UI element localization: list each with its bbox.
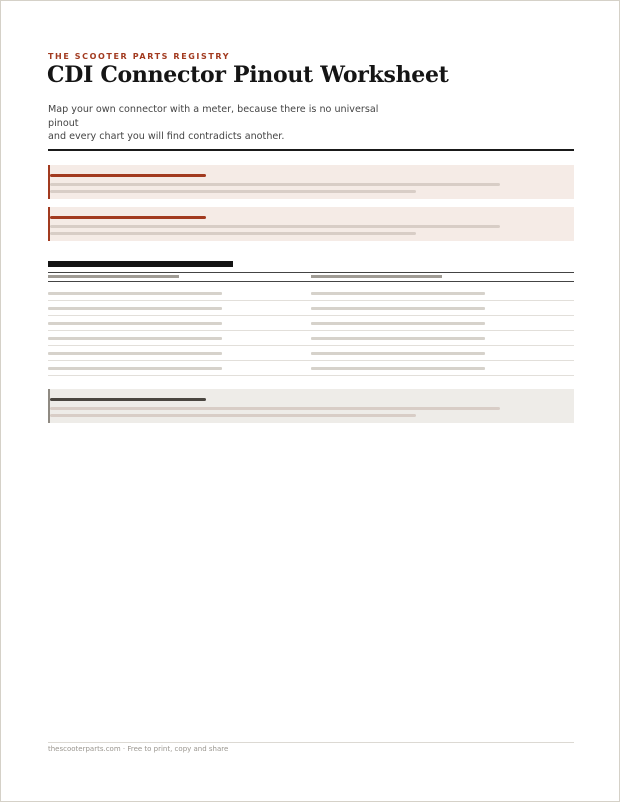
table-cell <box>48 352 222 355</box>
table-row <box>48 361 574 376</box>
intro-line-2: and every chart you will find contradicts another. <box>48 131 285 142</box>
table-cell <box>48 337 222 340</box>
table-row <box>48 331 574 346</box>
table-top-rule <box>48 272 574 273</box>
page-title: CDI Connector Pinout Worksheet <box>47 62 449 88</box>
note-text-placeholder <box>50 414 416 417</box>
callout-block <box>48 207 574 241</box>
table-cell <box>311 337 485 340</box>
table-row <box>48 316 574 331</box>
table-row <box>48 286 574 301</box>
callout-accent-bar <box>48 207 50 241</box>
callout-text-placeholder <box>50 183 500 186</box>
table-cell <box>311 352 485 355</box>
callout-text-placeholder <box>50 190 416 193</box>
header-divider <box>48 149 574 151</box>
note-block <box>48 389 574 423</box>
table-cell <box>48 367 222 370</box>
table-header-rule <box>48 281 574 282</box>
table-cell <box>48 292 222 295</box>
callout-accent-bar <box>48 165 50 199</box>
footer-divider <box>48 742 574 743</box>
table-row <box>48 301 574 316</box>
table-header-cell <box>48 275 179 278</box>
table-header-cell <box>311 275 442 278</box>
section-heading-placeholder <box>48 261 233 267</box>
callout-heading-placeholder <box>50 216 206 219</box>
callout-text-placeholder <box>50 225 500 228</box>
table-cell <box>311 292 485 295</box>
table-cell <box>311 307 485 310</box>
intro-line-1: Map your own connector with a meter, because there is no universal pinout <box>48 104 379 129</box>
note-accent-bar <box>48 389 50 423</box>
footer-text: thescooterparts.com · Free to print, copy and share <box>48 745 229 753</box>
table-cell <box>311 367 485 370</box>
note-heading-placeholder <box>50 398 206 401</box>
callout-text-placeholder <box>50 232 416 235</box>
callout-block <box>48 165 574 199</box>
note-text-placeholder <box>50 407 500 410</box>
callout-heading-placeholder <box>50 174 206 177</box>
publisher-eyebrow: THE SCOOTER PARTS REGISTRY <box>48 52 231 61</box>
table-cell <box>311 322 485 325</box>
intro-paragraph <box>48 103 398 144</box>
table-cell <box>48 322 222 325</box>
table-cell <box>48 307 222 310</box>
table-row <box>48 346 574 361</box>
